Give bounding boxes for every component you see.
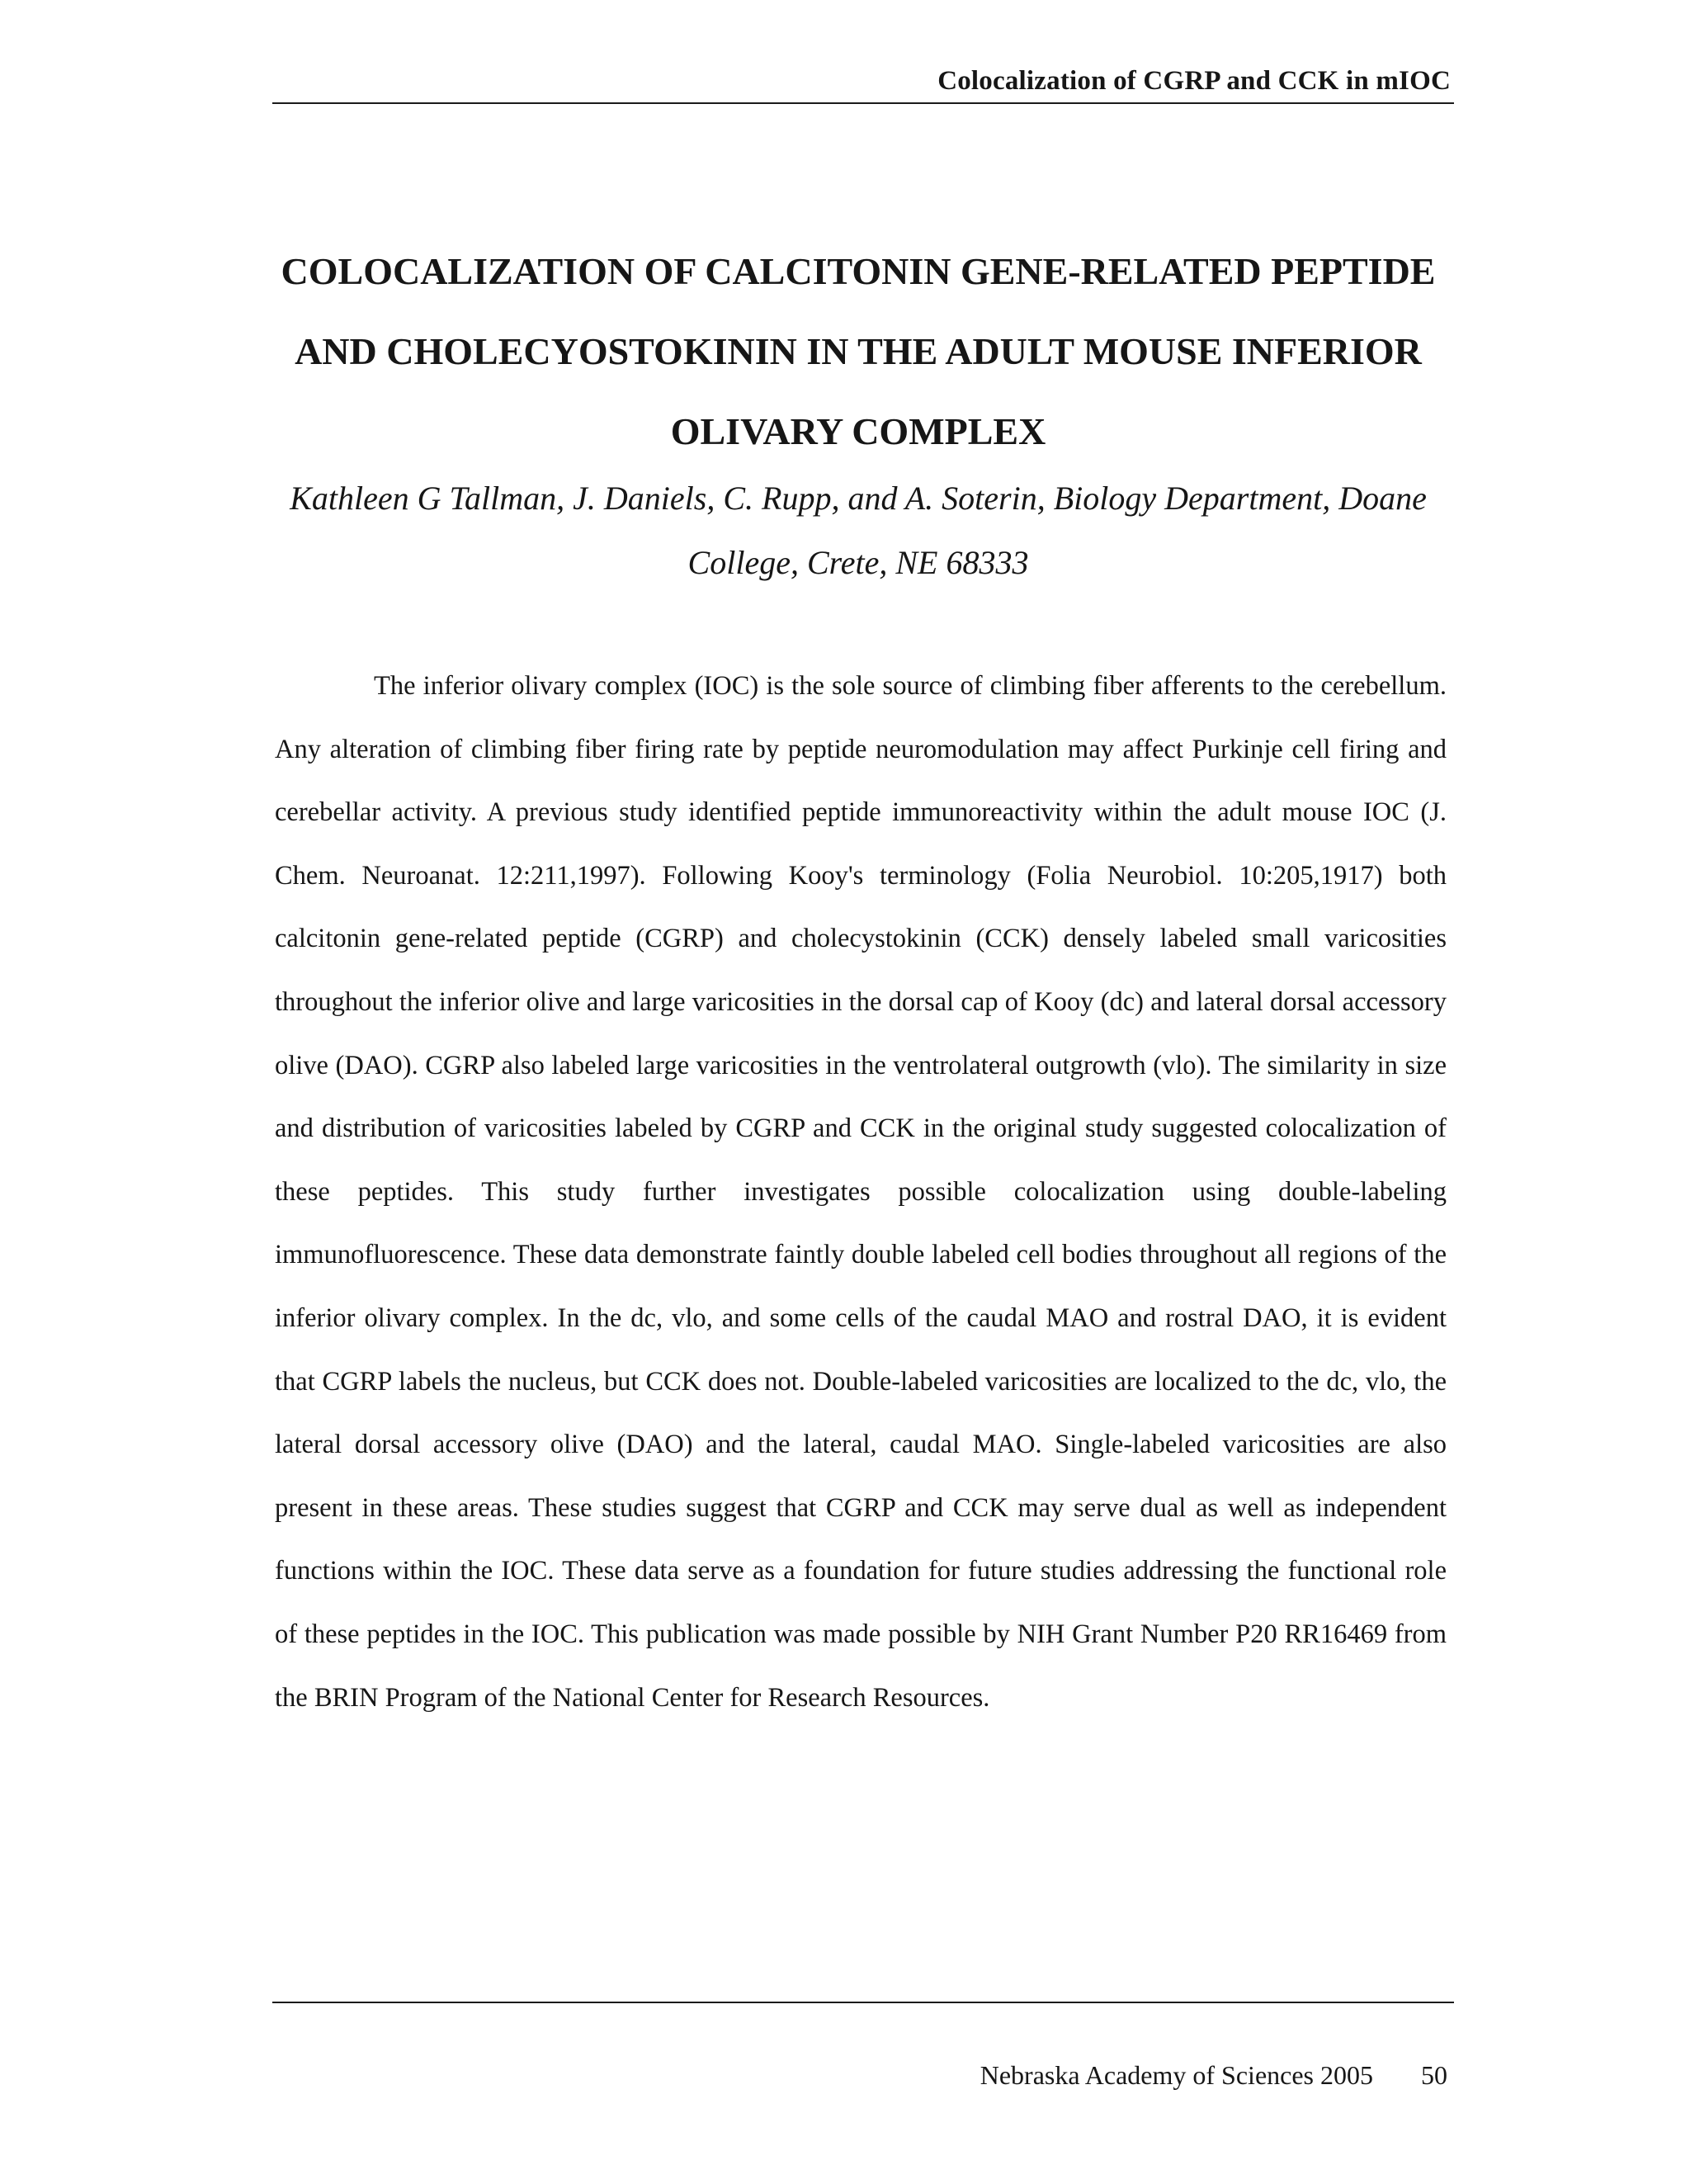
footer-journal: Nebraska Academy of Sciences 2005 — [980, 2060, 1373, 2090]
footer-rule — [272, 2002, 1454, 2003]
header-rule — [272, 102, 1454, 104]
paper-title: COLOCALIZATION OF CALCITONIN GENE-RELATED PEPTIDE AND CHOLECYOSTOKININ IN THE ADULT MOUSE INFERIOR OLIVARY COMPLEX — [281, 250, 1436, 452]
running-header: Colocalization of CGRP and CCK in mIOC — [937, 66, 1451, 96]
page-footer — [980, 2060, 1447, 2091]
page-number: 50 — [1421, 2060, 1447, 2090]
authors-affiliation: Kathleen G Tallman, J. Daniels, C. Rupp, and A. Soterin, Biology Department, Doane College, Crete, NE 68333 — [290, 480, 1427, 581]
abstract-body: The inferior olivary complex (IOC) is the sole source of climbing fiber afferents to the cerebellum. Any alteration of climbing fiber firing rate by peptide neuromodulation may affect Purkinje cell firing and cerebellar activity. A previous study identified peptide immunoreactivity within the adult mouse IOC (J. Chem. Neuroanat. 12:211,1997). Following Kooy's terminology (Folia Neurobiol. 10:205,1917) both calcitonin gene-related peptide (CGRP) and cholecystokinin (CCK) densely labeled small varicosities throughout the inferior olive and large varicosities in the dorsal cap of Kooy (dc) and lateral dorsal accessory olive (DAO). CGRP also labeled large varicosities in the ventrolateral outgrowth (vlo). The similarity in size and distribution of varicosities labeled by CGRP and CCK in the original study suggested colocalization of these peptides. This study further investigates possible colocalization using double-labeling immunofluorescence. These data demonstrate faintly double labeled cell bodies throughout all regions of the inferior olivary complex. In the dc, vlo, and some cells of the caudal MAO and rostral DAO, it is evident that CGRP labels the nucleus, but CCK does not. Double-labeled varicosities are localized to the dc, vlo, the lateral dorsal accessory olive (DAO) and the lateral, caudal MAO. Single-labeled varicosities are also present in these areas. These studies suggest that CGRP and CCK may serve dual as well as independent functions within the IOC. These data serve as a foundation for future studies addressing the functional role of these peptides in the IOC. This publication was made possible by NIH Grant Number P20 RR16469 from the BRIN Program of the National Center for Research Resources. — [275, 671, 1447, 1713]
